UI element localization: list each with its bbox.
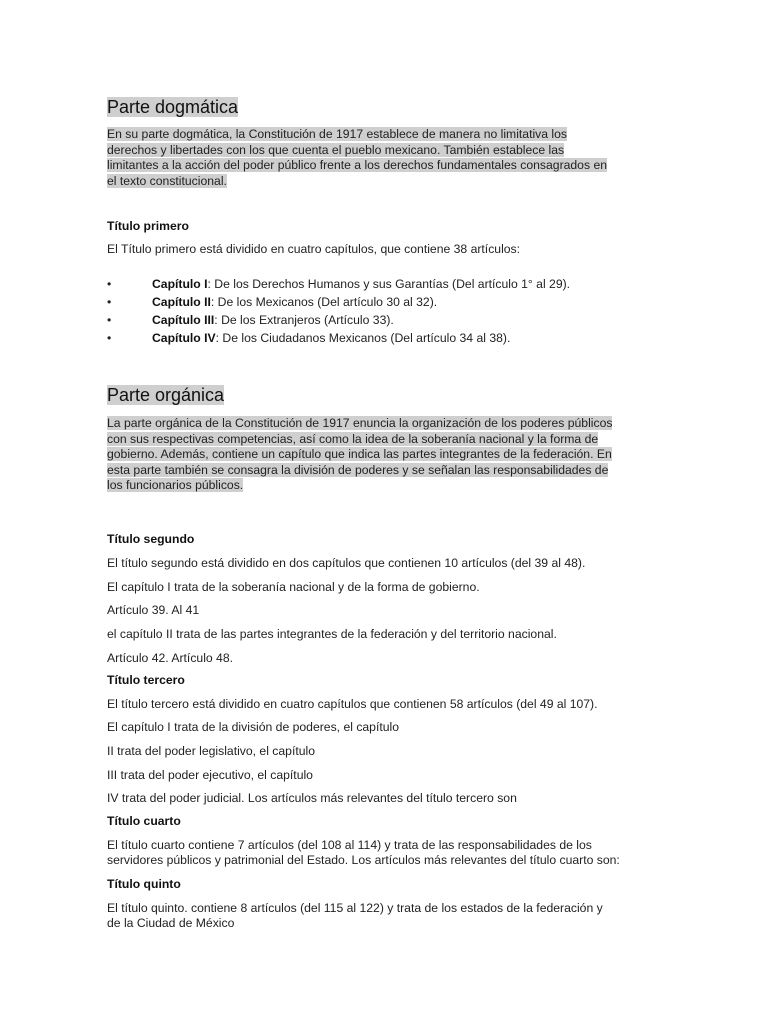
text-line: El título segundo está dividido en dos capítulos que contienen 10 artículos (del 39 al 48). <box>107 556 586 570</box>
bullet-icon: • <box>107 331 112 345</box>
list-item-text <box>152 294 437 310</box>
text-line: El capítulo I trata de la soberanía nacional y de la forma de gobierno. <box>107 580 480 594</box>
list-item-text <box>152 330 510 346</box>
titulo-tercero-heading: Título tercero <box>107 673 185 687</box>
chapter-desc: : De los Derechos Humanos y sus Garantías (Del artículo 1° al 29). <box>207 277 571 291</box>
text-line: El capítulo I trata de la división de poderes, el capítulo <box>107 720 400 734</box>
titulo-primero-heading: Título primero <box>107 219 189 233</box>
paragraph-line: En su parte dogmática, la Constitución de 1917 establece de manera no limitativa los <box>107 127 568 141</box>
chapter-name: Capítulo IV <box>152 331 216 345</box>
text-line: El título cuarto contiene 7 artículos (del 108 al 114) y trata de las responsabilidades de los <box>107 838 592 852</box>
section-heading-text: Parte orgánica <box>107 385 225 405</box>
section-heading-dogmatica <box>107 96 238 118</box>
text-line: Artículo 42. Artículo 48. <box>107 651 234 665</box>
bullet-icon: • <box>107 277 112 291</box>
list-item-text <box>152 312 394 328</box>
text-line: de la Ciudad de México <box>107 916 235 930</box>
chapter-desc: : De los Mexicanos (Del artículo 30 al 32). <box>210 295 438 309</box>
text-line: El título quinto. contiene 8 artículos (del 115 al 122) y trata de los estados de la federación y <box>107 901 603 915</box>
dogmatica-intro-paragraph <box>107 127 607 189</box>
chapter-name: Capítulo I <box>152 277 208 291</box>
titulo-quinto-heading: Título quinto <box>107 877 181 891</box>
paragraph-line: esta parte también se consagra la división de poderes y se señalan las responsabilidades de <box>107 462 609 477</box>
chapter-desc: : De los Extranjeros (Artículo 33). <box>214 313 394 327</box>
text-line: el capítulo II trata de las partes integrantes de la federación y del territorio nacional. <box>107 627 557 641</box>
bullet-icon: • <box>107 295 112 309</box>
paragraph-line: limitantes a la acción del poder público frente a los derechos fundamentales consagrados en <box>107 158 607 173</box>
paragraph-line: La parte orgánica de la Constitución de 1917 enuncia la organización de los poderes públicos <box>107 416 613 430</box>
organica-intro-paragraph <box>107 416 612 494</box>
section-heading-text: Parte dogmática <box>107 97 239 117</box>
paragraph-line: el texto constitucional. <box>107 173 227 188</box>
paragraph-line: gobierno. Además, contiene un capítulo que indica las partes integrantes de la federación. En <box>107 447 612 462</box>
chapter-name: Capítulo III <box>152 313 215 327</box>
titulo-cuarto-heading: Título cuarto <box>107 814 181 828</box>
text-line: Artículo 39. Al 41 <box>107 603 200 617</box>
paragraph-line: los funcionarios públicos. <box>107 478 244 493</box>
text-line: IV trata del poder judicial. Los artículos más relevantes del título tercero son <box>107 791 517 805</box>
chapter-desc: : De los Ciudadanos Mexicanos (Del artículo 34 al 38). <box>215 331 511 345</box>
chapter-name: Capítulo II <box>152 295 211 309</box>
text-line: servidores públicos y patrimonial del Estado. Los artículos más relevantes del título cuarto son: <box>107 853 620 867</box>
bullet-icon: • <box>107 313 112 327</box>
paragraph-line: con sus respectivas competencias, así como la idea de la soberanía nacional y la forma de <box>107 431 599 446</box>
titulo-primero-text: El Título primero está dividido en cuatro capítulos, que contiene 38 artículos: <box>107 242 521 256</box>
list-item-text <box>152 276 570 292</box>
paragraph-line: derechos y libertades con los que cuenta el pueblo mexicano. También establece las <box>107 142 565 157</box>
text-line: III trata del poder ejecutivo, el capítulo <box>107 768 313 782</box>
text-line: El título tercero está dividido en cuatro capítulos que contienen 58 artículos (del 49 al 107). <box>107 697 598 711</box>
titulo-segundo-heading: Título segundo <box>107 532 195 546</box>
section-heading-organica <box>107 384 224 406</box>
text-line: II trata del poder legislativo, el capítulo <box>107 744 315 758</box>
